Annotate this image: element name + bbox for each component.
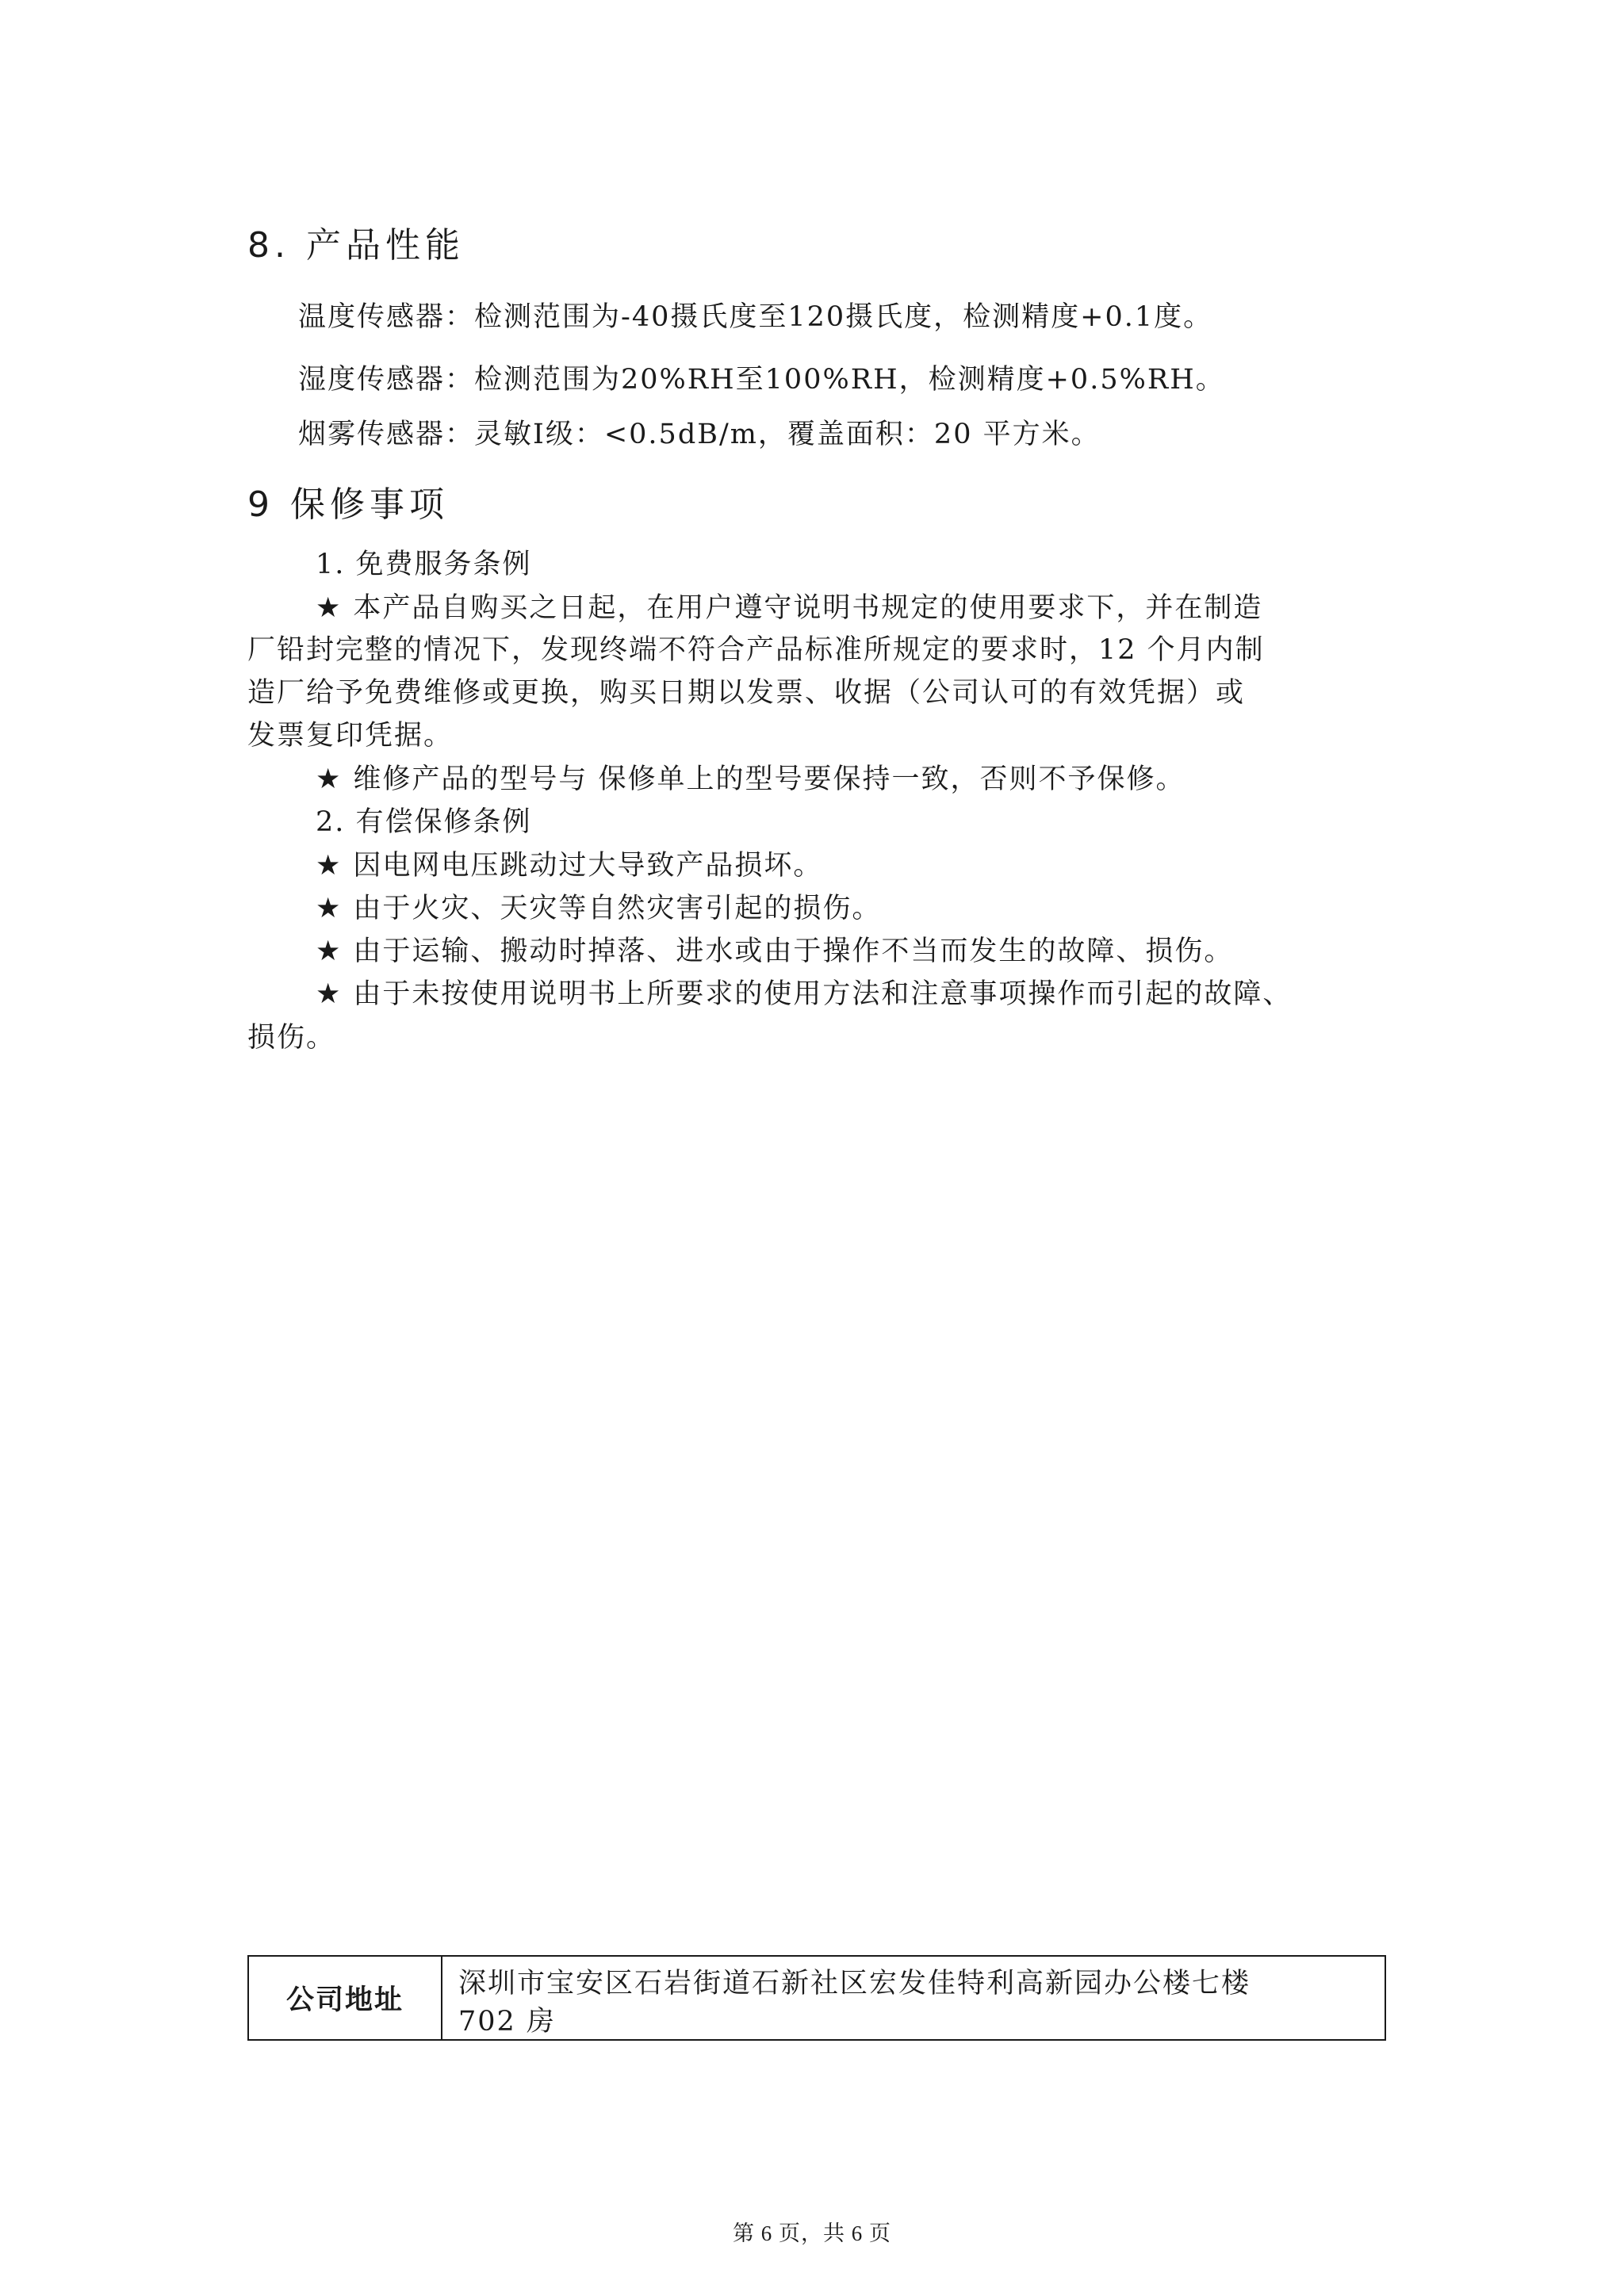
free-item-2-text: 维修产品的型号与 保修单上的型号要保持一致，否则不予保修。 [353,763,1185,795]
address-label: 公司地址 [249,1957,442,2039]
star-bullet-icon: ★ [316,936,343,967]
free-item-1-line-4: 发票复印凭据。 [247,720,454,752]
address-line-1: 深圳市宝安区石岩街道石新社区宏发佳特利高新园办公楼七楼 [458,1968,1251,1999]
star-bullet-icon: ★ [316,763,343,795]
spec-temperature: 温度传感器：检测范围为-40摄氏度至120摄氏度，检测精度+0.1度。 [298,301,1213,333]
section-8-heading: 8. 产品性能 [247,225,465,266]
paid-item-4-text: 由于未按使用说明书上所要求的使用方法和注意事项操作而引起的故障、 [353,978,1293,1010]
page-footer: 第 6 页，共 6 页 [733,2221,891,2245]
star-bullet-icon: ★ [316,893,343,924]
paid-item-3 [316,938,1233,966]
free-service-title: 1. 免费服务条例 [316,549,532,580]
paid-item-4-line-2: 损伤。 [247,1022,336,1054]
address-line-2: 702 房 [458,2006,556,2038]
free-item-1-line-3: 造厂给予免费维修或更换，购买日期以发票、收据（公司认可的有效凭据）或 [247,677,1246,709]
section-9-heading: 9 保修事项 [247,484,449,525]
spec-humidity: 湿度传感器：检测范围为20%RH至100%RH，检测精度+0.5%RH。 [298,364,1225,396]
paid-item-1 [316,852,822,880]
star-bullet-icon: ★ [316,850,343,882]
paid-item-1-text: 因电网电压跳动过大导致产品损坏。 [353,850,823,882]
free-item-1-line-2: 厂铅封完整的情况下，发现终端不符合产品标准所规定的要求时，12 个月内制 [247,634,1265,666]
paid-item-4-line-1 [316,978,1293,1010]
free-item-1-line-1 [316,592,1263,624]
spec-smoke: 烟雾传感器：灵敏Ⅰ级：<0.5dB/m，覆盖面积：20 平方米。 [298,419,1101,450]
paid-service-title: 2. 有偿保修条例 [316,806,532,838]
paid-item-2-text: 由于火灾、天灾等自然灾害引起的损伤。 [353,893,882,924]
star-bullet-icon: ★ [316,978,343,1010]
paid-item-3-text: 由于运输、搬动时掉落、进水或由于操作不当而发生的故障、损伤。 [353,936,1234,967]
free-item-2 [316,763,1185,795]
address-value [442,1957,1385,2039]
paid-item-2 [316,895,881,923]
free-item-1-text: 本产品自购买之日起，在用户遵守说明书规定的使用要求下，并在制造 [353,592,1263,624]
address-table [247,1955,1386,2041]
star-bullet-icon: ★ [316,592,343,624]
